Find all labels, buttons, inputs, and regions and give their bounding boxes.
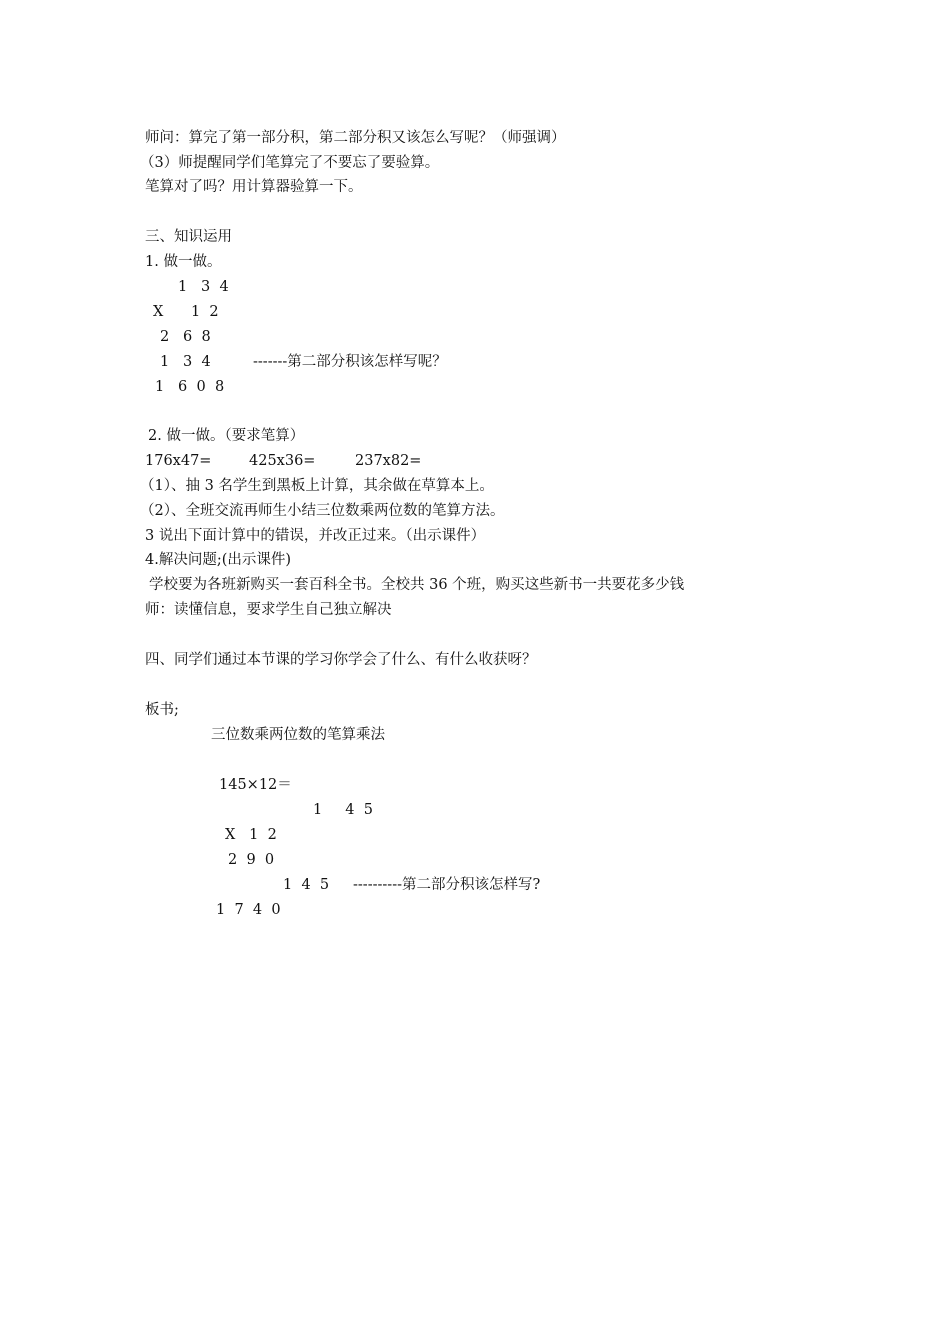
exercise-item: 237x82= (355, 453, 422, 469)
exercise-item: 425x36= (249, 453, 316, 469)
text-line: 师问：算完了第一部分积，第二部分积又该怎么写呢？（师强调） (145, 130, 566, 146)
text-line: 1. 做一做。 (145, 254, 222, 270)
calc-annotation: -------第二部分积该怎样写呢？ (253, 354, 447, 370)
calc-line: X 1 2 (225, 827, 277, 843)
text-line: （1）、抽 3 名学生到黑板上计算，其余做在草算本上。 (140, 478, 494, 494)
calc-annotation: ----------第二部分积该怎样写? (353, 877, 541, 893)
text-line: 2. 做一做。（要求笔算） (148, 428, 305, 444)
calc-line: 1 3 4 (178, 279, 229, 295)
calc-line: 1 6 0 8 (155, 379, 225, 395)
text-line: 3 说出下面计算中的错误，并改正过来。（出示课件） (145, 528, 486, 544)
calc-line: 1 4 5 (283, 877, 330, 893)
calc-line: 1 3 4 (160, 354, 211, 370)
calc-line: 2 9 0 (228, 852, 275, 868)
section-heading: 四、同学们通过本节课的学习你学会了什么、有什么收获呀？ (145, 652, 537, 668)
section-heading: 三、知识运用 (145, 229, 232, 245)
board-title: 三位数乘两位数的笔算乘法 (211, 727, 385, 743)
calc-line: 145×12＝ (219, 777, 292, 793)
text-line: 笔算对了吗？用计算器验算一下。 (145, 179, 363, 195)
calc-line: 1 7 4 0 (216, 902, 281, 918)
text-line: 板书; (145, 702, 179, 718)
calc-line: X 1 2 (153, 304, 219, 320)
text-line: 学校要为各班新购买一套百科全书。全校共 36 个班，购买这些新书一共要花多少钱 (149, 577, 685, 593)
calc-line: 2 6 8 (160, 329, 211, 345)
text-line: （3）师提醒同学们笔算完了不要忘了要验算。 (140, 155, 440, 171)
exercise-item: 176x47= (145, 453, 212, 469)
calc-line: 1 4 5 (313, 802, 373, 818)
text-line: （2）、全班交流再师生小结三位数乘两位数的笔算方法。 (140, 503, 505, 519)
text-line: 4.解决问题;(出示课件) (145, 552, 292, 568)
text-line: 师：读懂信息，要求学生自己独立解决 (145, 602, 392, 618)
